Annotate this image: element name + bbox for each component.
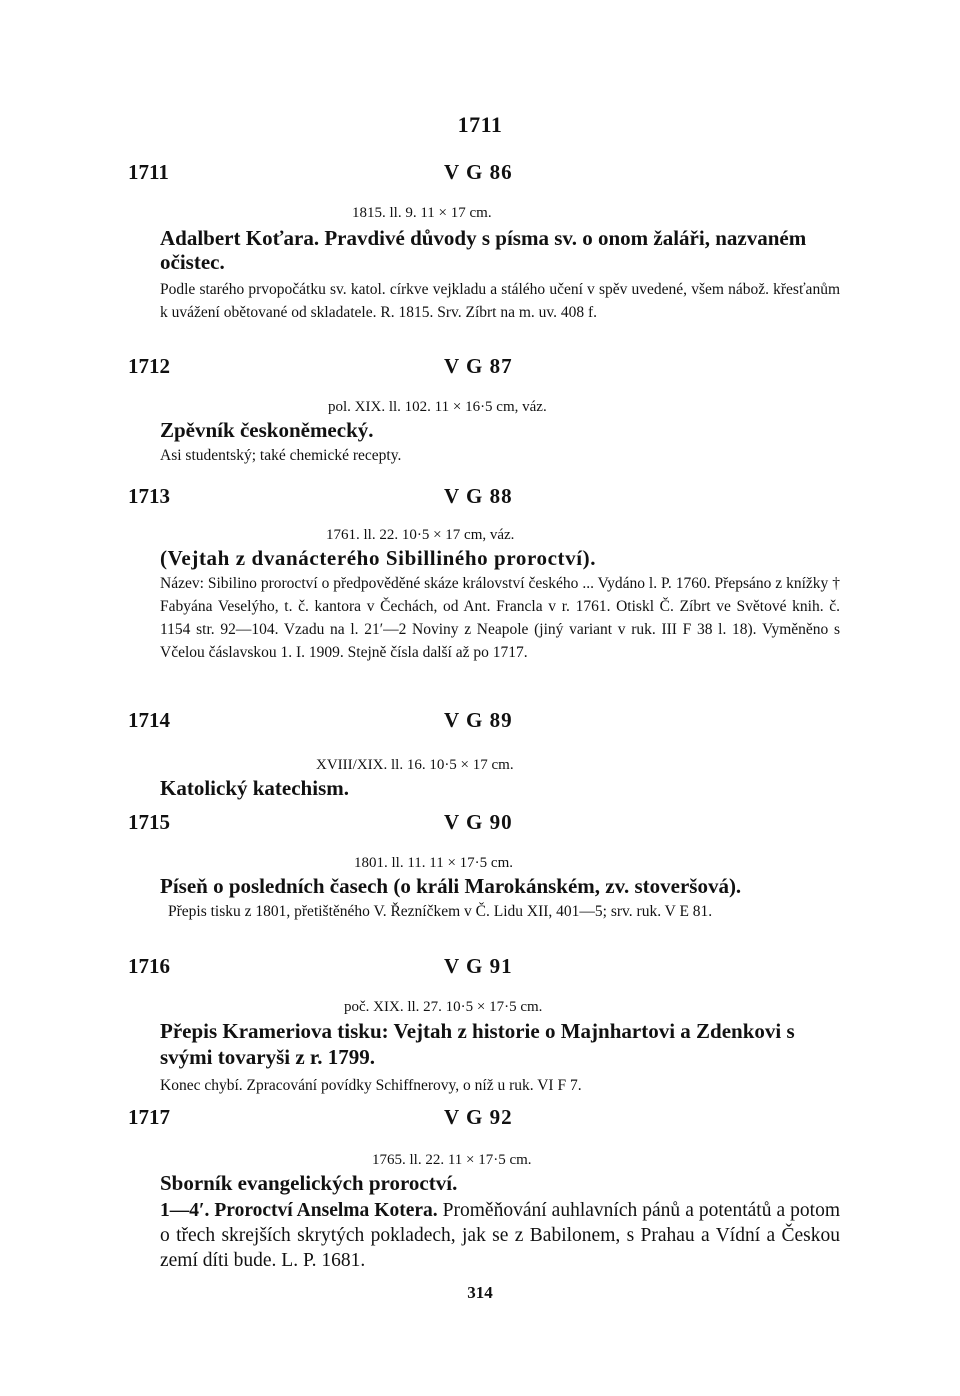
entry-header [128, 484, 840, 514]
shelfmark: V G 89 [444, 708, 513, 732]
entry-header [128, 354, 840, 384]
entry-description: Konec chybí. Zpracování povídky Schiffnerovy, o níž u ruk. VI F 7. [160, 1077, 582, 1094]
page-number: 314 [467, 1283, 493, 1302]
entry-1712 [128, 354, 840, 467]
entry-metadata: poč. XIX. ll. 27. 10·5 × 17·5 cm. [344, 999, 543, 1015]
entry-header [128, 954, 840, 984]
entry-metadata: 1801. ll. 11. 11 × 17·5 cm. [354, 855, 514, 871]
entry-number: 1712 [128, 354, 170, 378]
entry-description: Přepis tisku z 1801, přetištěného V. Řezníčkem v Č. Lidu XII, 401—5; srv. ruk. V E 81. [168, 903, 713, 920]
entry-1715 [128, 810, 840, 923]
entry-title: Zpěvník českoněmecký. [160, 418, 374, 442]
entry-metadata: 1765. ll. 22. 11 × 17·5 cm. [372, 1152, 532, 1168]
entry-metadata: 1761. ll. 22. 10·5 × 17 cm, váz. [326, 527, 515, 543]
entry-1714 [128, 708, 840, 800]
entry-title: Katolický katechism. [160, 776, 349, 800]
entry-title: Přepis Krameriova tisku: Vejtah z historie o Majnhartovi a Zdenkovi s svými tovaryši z r. 1799. [160, 1019, 795, 1069]
entry-description: Podle starého prvopočátku sv. katol. církve vejkladu a stálého učení v spěv uvedené, všem nábož. křesťanům k uvážení obětované od skladatele. R. 1815. Srv. Zíbrt na m. uv. 408 f. [160, 281, 840, 321]
entry-metadata: pol. XIX. ll. 102. 11 × 16·5 cm, váz. [328, 399, 547, 415]
entry-header [128, 160, 840, 190]
entry-metadata: XVIII/XIX. ll. 16. 10·5 × 17 cm. [316, 757, 514, 773]
entry-1713 [128, 484, 840, 664]
section-lead: 1—4′. Proroctví Anselma Kotera. [160, 1200, 438, 1221]
shelfmark: V G 91 [444, 954, 513, 978]
entry-number: 1711 [128, 160, 169, 184]
entry-number: 1715 [128, 810, 170, 834]
entry-title: Píseň o posledních časech (o králi Marokánském, zv. stoveršová). [160, 874, 742, 898]
entry-number: 1717 [128, 1105, 170, 1129]
running-head: 1711 [457, 112, 503, 137]
shelfmark: V G 90 [444, 810, 513, 834]
entry-metadata: 1815. ll. 9. 11 × 17 cm. [352, 205, 492, 221]
entry-number: 1716 [128, 954, 170, 978]
entry-description: Název: Sibilino proroctví o předpověděné skáze království českého ... Vydáno l. P. 1760. Přepsáno z knížky † Fabyána Veselýho, t. č. kantora v Čechách, od Ant. Francla v r. 1761. Otiskl Č. Zíbrt ve Světové knih. č. 1154 str. 92—104. Vzadu na l. 21′—2 Noviny z Neapole (jiný variant v ruk. III F 38 l. 18). Vyměněno s Včelou čáslavskou 1. I. 1909. Stejně čísla další až po 1717. [160, 575, 840, 661]
entry-title: Adalbert Koťara. Pravdivé důvody s písma sv. o onom žaláři, nazvaném očistec. [160, 226, 807, 274]
entry-1716 [128, 954, 840, 1097]
entry-title: Sborník evangelických proroctví. [160, 1171, 458, 1195]
entry-number: 1714 [128, 708, 170, 732]
entry-header [128, 1105, 840, 1135]
entry-1717 [128, 1105, 840, 1273]
section-text: Proměňování auhlavních pánů a potentátů a potom o třech skrejších skrytých pokladech, jak se z Babilonem, s Prahau a Vídní a Českou zemí díti bude. L. P. 1681. [160, 1200, 840, 1271]
entry-title: (Vejtah z dvanácterého Sibilliného proroctví). [160, 546, 597, 570]
entry-description: Asi studentský; také chemické recepty. [160, 447, 402, 464]
entry-description [160, 1198, 840, 1273]
shelfmark: V G 92 [444, 1105, 513, 1129]
shelfmark: V G 88 [444, 484, 513, 508]
shelfmark: V G 86 [444, 160, 513, 184]
entry-number: 1713 [128, 484, 170, 508]
entry-1711 [128, 160, 840, 324]
shelfmark: V G 87 [444, 354, 513, 378]
entry-header [128, 708, 840, 738]
entry-header [128, 810, 840, 840]
